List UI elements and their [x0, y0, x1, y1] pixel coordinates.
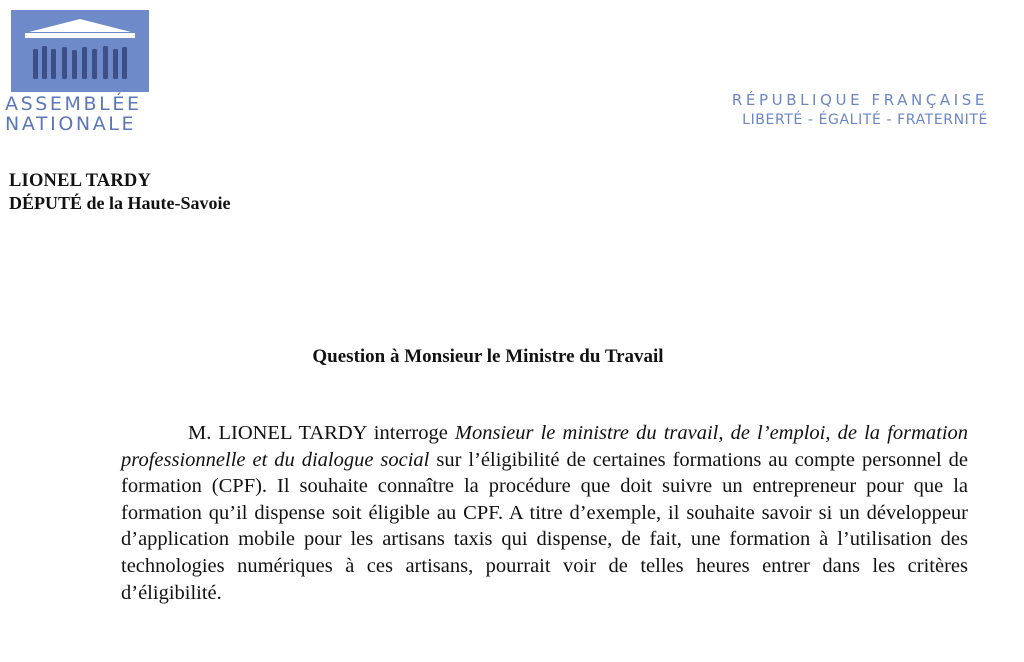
question-subject: M. LIONEL TARDY: [188, 422, 367, 444]
deputy-title: DÉPUTÉ de la Haute-Savoie: [9, 193, 231, 213]
republique-motto: LIBERTÉ - ÉGALITÉ - FRATERNITÉ: [742, 112, 988, 128]
deputy-block: [9, 170, 231, 214]
logo-line-1: ASSEMBLÉE: [5, 93, 142, 115]
question-body: [121, 420, 968, 606]
republique-francaise-header: [732, 90, 988, 130]
question-verb: interroge: [373, 422, 448, 444]
question-title: Question à Monsieur le Ministre du Travail: [312, 346, 664, 367]
question-text: sur l’éligibilité de certaines formations au compte personnel de formation (CPF). Il souhaite connaître la procédure que doit suivre un entrepreneur pour que la formation qu’il dispense soit éligible au CPF. A titre d’exemple, il souhaite savoir si un développeur d’application mobile pour les artisans taxis qui dispense, de fait, une formation à l’utilisation des technologies numériques à ces artisans, pourrait voir de telles heures entrer dans les critères d’éligibilité.: [121, 448, 968, 604]
deputy-name: LIONEL TARDY: [9, 171, 152, 191]
question-addressee: Monsieur le ministre du travail, de l’emploi, de la formation professionnelle et du dialogue social: [121, 422, 969, 471]
republique-title: RÉPUBLIQUE FRANÇAISE: [731, 91, 988, 109]
logo-wordmark: [5, 94, 142, 134]
logo-line-2: NATIONALE: [5, 113, 137, 135]
assemblee-building-icon: [11, 10, 149, 92]
